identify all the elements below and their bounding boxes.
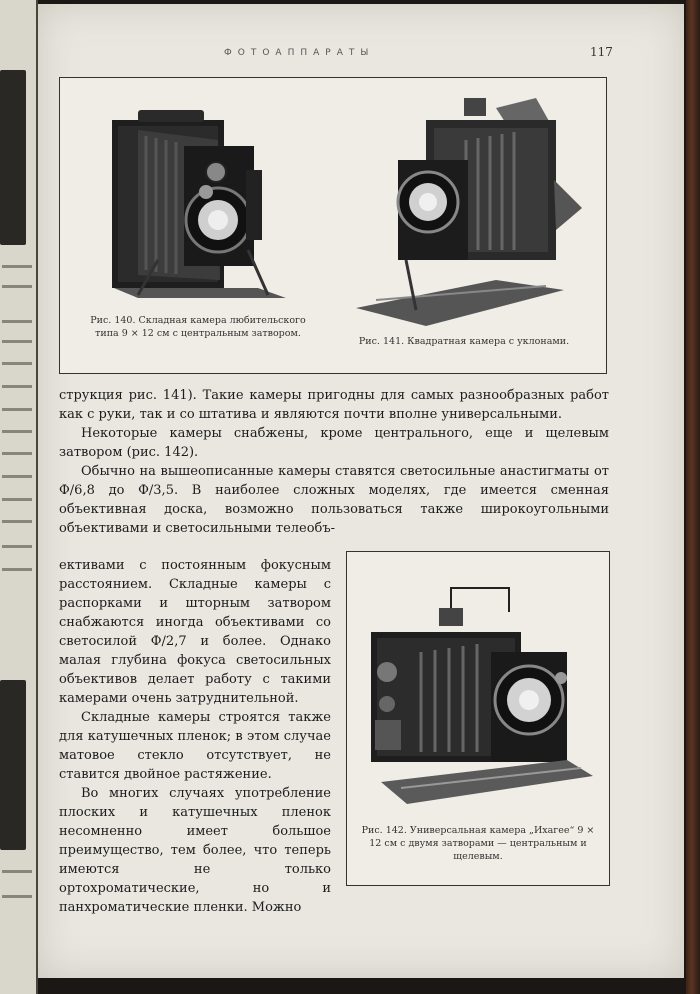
previous-page-figure (0, 680, 26, 850)
folding-camera-icon (98, 110, 308, 300)
square-camera-icon (346, 90, 586, 330)
previous-page-figure (0, 70, 26, 245)
figure-frame-right (346, 551, 610, 886)
universal-camera-icon (361, 582, 597, 818)
text-block-left-column (59, 556, 331, 917)
figure-141-caption: Рис. 141. Квадратная камера с уклонами. (358, 336, 570, 347)
paragraph: Складные камеры строятся также для катушечных пленок; в этом случае матовое стекло отсутствует, не ставится двойное растяжение. (59, 710, 331, 782)
paragraph: ективами с постоянным фокусным расстоянием. Складные камеры с распорками и шторным затвором снабжаются иногда объективами со светосилой Ф/2,7 и более. Однако малая глубина фокуса светосильных объективов делает работу с такими камерами очень затруднительной. (59, 558, 331, 706)
paragraph: Обычно на вышеописанные камеры ставятся светосильные анастигматы от Ф/6,8 до Ф/3,5. В наиболее сложных моделях, где имеется сменная объективная доска, возможно пользоваться также широкоугольными объективами и светосильными телеобъ- (59, 464, 609, 536)
paragraph: Некоторые камеры снабжены, кроме центрального, еще и щелевым затвором (рис. 142). (59, 426, 609, 460)
paragraph: Во многих случаях употребление плоских и катушечных пленок несомненно имеет большое преимущество, тем более, что теперь имеются не только ортохроматические, но и панхроматические пленки. Можно (59, 786, 331, 915)
running-title: ФОТОАППАРАТЫ (224, 48, 375, 58)
paragraph: струкция рис. 141). Такие камеры пригодны для самых разнообразных работ как с руки, так и со штатива и являются почти вполне универсальными. (59, 388, 609, 422)
previous-page-edge (0, 0, 38, 994)
book-page (38, 4, 684, 978)
text-block-top (59, 386, 609, 538)
book-cover-edge (686, 0, 700, 994)
figure-140-caption: Рис. 140. Складная камера любительского типа 9 × 12 см с центральным затвором. (90, 315, 306, 339)
figure-142-caption: Рис. 142. Универсальная камера „Ихагее“ 9 × 12 см с двумя затворами — центральным и щелевым. (361, 825, 595, 862)
figure-frame-top (59, 77, 607, 374)
page-number: 117 (590, 45, 613, 59)
